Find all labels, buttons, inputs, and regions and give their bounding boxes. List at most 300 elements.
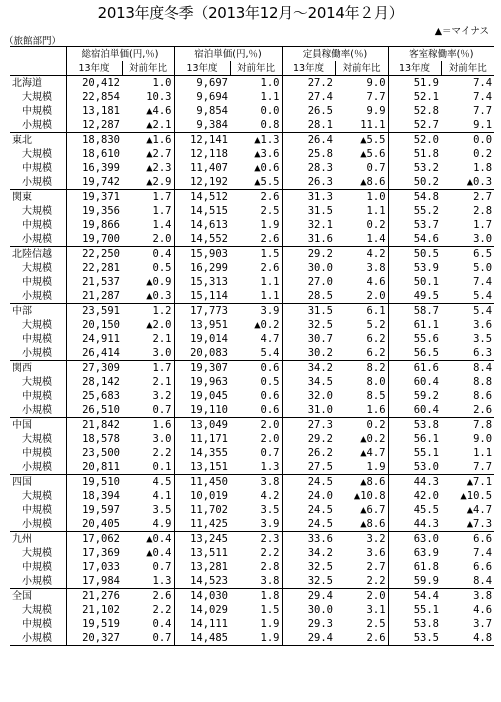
yoy-cell: 1.4: [152, 218, 172, 231]
value-cell: 14,515: [174, 204, 230, 218]
table-row-subcategory: [10, 432, 494, 446]
value-cell: 50.2: [388, 175, 441, 190]
value-cell: 14,613: [174, 218, 230, 232]
value-cell: 55.1: [388, 446, 441, 460]
value-cell: 27.5: [282, 460, 335, 475]
yoy-cell: 6.2: [366, 332, 386, 345]
yoy-cell: 1.1: [473, 446, 493, 459]
yoy-cell: 9.0: [473, 432, 493, 445]
size-label: 大規模: [22, 91, 52, 103]
region-label: 九州: [10, 532, 66, 547]
yoy-cell: 3.7: [473, 617, 493, 630]
yoy-cell: 0.5: [152, 261, 172, 274]
value-cell: 15,114: [174, 289, 230, 304]
value-cell: 50.5: [388, 247, 441, 262]
yoy-cell: 1.7: [122, 361, 174, 376]
value-cell: 14,029: [174, 603, 230, 617]
value-cell: 17,369: [66, 546, 122, 560]
yoy-cell: 1.7: [152, 204, 172, 217]
table-row-subcategory: [10, 147, 494, 161]
value-cell: 15,313: [174, 275, 230, 289]
value-cell: 26,414: [66, 346, 122, 361]
value-cell: 52.7: [388, 118, 441, 133]
table-row-subcategory: [10, 631, 494, 646]
size-label: 小規模: [22, 518, 52, 530]
value-cell: 19,597: [66, 503, 122, 517]
yoy-cell: 2.0: [152, 232, 172, 245]
yoy-cell: 4.7: [260, 332, 280, 345]
value-cell: 59.9: [388, 574, 441, 589]
region-label: 中部: [10, 304, 66, 319]
table-row-subcategory: [10, 161, 494, 175]
yoy-cell: ▲4.7: [360, 446, 386, 459]
yoy-cell: 3.8: [441, 589, 494, 604]
table-row-subcategory: [10, 389, 494, 403]
value-cell: 27.2: [282, 76, 335, 91]
value-cell: 21,102: [66, 603, 122, 617]
value-cell: 17,773: [174, 304, 230, 319]
yoy-cell: 1.6: [366, 403, 386, 416]
value-cell: 30.2: [282, 346, 335, 361]
value-cell: 15,903: [174, 247, 230, 262]
value-cell: 21,287: [66, 289, 122, 304]
yoy-cell: 6.2: [366, 346, 386, 359]
value-cell: 23,500: [66, 446, 122, 460]
yoy-cell: 2.0: [230, 418, 282, 433]
subheader-cell: 13年度: [282, 61, 335, 76]
table-row-region: [10, 247, 494, 262]
yoy-cell: 4.2: [335, 247, 388, 262]
value-cell: 33.6: [282, 532, 335, 547]
header-group-capacity-occupancy: 定員稼働率(％): [282, 47, 388, 62]
yoy-cell: 8.0: [366, 375, 386, 388]
value-cell: 53.7: [388, 218, 441, 232]
table-row-region: [10, 532, 494, 547]
yoy-cell: 0.0: [441, 133, 494, 148]
value-cell: 51.8: [388, 147, 441, 161]
value-cell: 26.4: [282, 133, 335, 148]
size-label: 中規模: [22, 618, 52, 630]
yoy-cell: 1.9: [366, 460, 386, 473]
value-cell: 18,830: [66, 133, 122, 148]
yoy-cell: 6.6: [441, 532, 494, 547]
table-row-subcategory: [10, 218, 494, 232]
yoy-cell: 1.7: [122, 190, 174, 205]
yoy-cell: 2.6: [335, 631, 388, 646]
yoy-cell: 7.4: [473, 90, 493, 103]
region-label: 北海道: [10, 76, 66, 91]
value-cell: 60.4: [388, 403, 441, 418]
value-cell: 27.3: [282, 418, 335, 433]
yoy-cell: 1.3: [260, 460, 280, 473]
yoy-cell: 4.6: [366, 275, 386, 288]
header-group-room-rate: 宿泊単価(円,％): [174, 47, 282, 62]
value-cell: 25.8: [282, 147, 335, 161]
yoy-cell: 0.2: [473, 147, 493, 160]
table-row-subcategory: [10, 546, 494, 560]
yoy-cell: 9.1: [473, 118, 493, 131]
value-cell: 19,307: [174, 361, 230, 376]
yoy-cell: ▲0.2: [360, 432, 386, 445]
value-cell: 14,485: [174, 631, 230, 646]
value-cell: 19,866: [66, 218, 122, 232]
legend-note: ▲＝マイナス: [434, 26, 489, 37]
value-cell: 53.2: [388, 161, 441, 175]
yoy-cell: 3.9: [260, 517, 280, 530]
yoy-cell: 2.2: [260, 546, 280, 559]
yoy-cell: 2.7: [441, 190, 494, 205]
yoy-cell: 8.4: [473, 574, 493, 587]
value-cell: 31.6: [282, 232, 335, 247]
yoy-cell: ▲1.6: [122, 133, 174, 148]
yoy-cell: 1.7: [473, 218, 493, 231]
table-row-subcategory: [10, 232, 494, 247]
yoy-cell: 1.1: [366, 204, 386, 217]
table-row-subcategory: [10, 261, 494, 275]
yoy-cell: 1.6: [122, 418, 174, 433]
yoy-cell: 8.6: [473, 389, 493, 402]
yoy-cell: 7.7: [473, 460, 493, 473]
yoy-cell: 4.8: [441, 631, 494, 646]
yoy-cell: 3.0: [152, 346, 172, 359]
value-cell: 51.9: [388, 76, 441, 91]
value-cell: 28.5: [282, 289, 335, 304]
table-row-subcategory: [10, 503, 494, 517]
value-cell: 18,394: [66, 489, 122, 503]
value-cell: 52.8: [388, 104, 441, 118]
yoy-cell: 3.8: [260, 574, 280, 587]
value-cell: 19,963: [174, 375, 230, 389]
yoy-cell: 1.0: [122, 76, 174, 91]
yoy-cell: 5.4: [260, 346, 280, 359]
value-cell: 13,511: [174, 546, 230, 560]
yoy-cell: 11.1: [360, 118, 386, 131]
yoy-cell: 0.7: [366, 161, 386, 174]
value-cell: 22,250: [66, 247, 122, 262]
value-cell: 9,697: [174, 76, 230, 91]
yoy-cell: 3.5: [152, 503, 172, 516]
header-blank: [10, 61, 66, 76]
yoy-cell: ▲7.3: [466, 517, 493, 530]
yoy-cell: 1.8: [473, 161, 493, 174]
table-row-subcategory: [10, 560, 494, 574]
region-label: 北陸信越: [10, 247, 66, 262]
value-cell: 16,399: [66, 161, 122, 175]
subheader-cell: 対前年比: [441, 61, 494, 76]
value-cell: 54.4: [388, 589, 441, 604]
table-row-region: [10, 589, 494, 604]
value-cell: 53.8: [388, 617, 441, 631]
value-cell: 26.3: [282, 175, 335, 190]
table-row-subcategory: [10, 289, 494, 304]
yoy-cell: 1.9: [230, 631, 282, 646]
yoy-cell: 1.3: [152, 574, 172, 587]
yoy-cell: 3.8: [230, 475, 282, 490]
table-row-region: [10, 133, 494, 148]
value-cell: 19,356: [66, 204, 122, 218]
size-label: 大規模: [22, 376, 52, 388]
value-cell: 20,327: [66, 631, 122, 646]
value-cell: 11,450: [174, 475, 230, 490]
value-cell: 58.7: [388, 304, 441, 319]
dept-label: （旅館部門）: [4, 36, 62, 47]
yoy-cell: ▲0.2: [254, 318, 280, 331]
yoy-cell: 2.3: [230, 532, 282, 547]
value-cell: 12,118: [174, 147, 230, 161]
yoy-cell: 1.5: [260, 603, 280, 616]
table-row-subcategory: [10, 275, 494, 289]
yoy-cell: 4.2: [260, 489, 280, 502]
yoy-cell: ▲4.6: [146, 104, 172, 117]
yoy-cell: 9.0: [335, 76, 388, 91]
value-cell: 13,151: [174, 460, 230, 475]
value-cell: 13,181: [66, 104, 122, 118]
yoy-cell: 3.6: [473, 318, 493, 331]
value-cell: 44.3: [388, 475, 441, 490]
value-cell: 19,371: [66, 190, 122, 205]
value-cell: 19,519: [66, 617, 122, 631]
yoy-cell: ▲3.6: [254, 147, 280, 160]
table-row-subcategory: [10, 346, 494, 361]
yoy-cell: 0.7: [152, 403, 172, 416]
table-row-subcategory: [10, 318, 494, 332]
yoy-cell: 3.2: [335, 532, 388, 547]
yoy-cell: 6.6: [473, 560, 493, 573]
yoy-cell: 0.0: [260, 104, 280, 117]
value-cell: 17,033: [66, 560, 122, 574]
value-cell: 28.1: [282, 118, 335, 133]
table-row-subcategory: [10, 90, 494, 104]
value-cell: 20,150: [66, 318, 122, 332]
value-cell: 61.6: [388, 361, 441, 376]
yoy-cell: 2.0: [366, 289, 386, 302]
size-label: 大規模: [22, 319, 52, 331]
value-cell: 44.3: [388, 517, 441, 532]
yoy-cell: 2.1: [152, 332, 172, 345]
yoy-cell: 3.1: [366, 603, 386, 616]
yoy-cell: ▲2.3: [146, 161, 172, 174]
yoy-cell: 0.2: [335, 418, 388, 433]
value-cell: 24,911: [66, 332, 122, 346]
yoy-cell: 8.8: [473, 375, 493, 388]
yoy-cell: ▲8.6: [335, 475, 388, 490]
yoy-cell: 2.6: [122, 589, 174, 604]
yoy-cell: 0.6: [260, 403, 280, 416]
table-row-region: [10, 418, 494, 433]
yoy-cell: 4.5: [122, 475, 174, 490]
yoy-cell: ▲2.1: [146, 118, 172, 131]
size-label: 中規模: [22, 447, 52, 459]
size-label: 中規模: [22, 504, 52, 516]
yoy-cell: ▲2.7: [146, 147, 172, 160]
value-cell: 31.5: [282, 204, 335, 218]
value-cell: 13,951: [174, 318, 230, 332]
yoy-cell: 7.7: [366, 90, 386, 103]
yoy-cell: ▲8.6: [360, 175, 386, 188]
value-cell: 17,062: [66, 532, 122, 547]
yoy-cell: 7.7: [473, 104, 493, 117]
value-cell: 11,425: [174, 517, 230, 532]
yoy-cell: 1.0: [335, 190, 388, 205]
yoy-cell: 7.4: [441, 76, 494, 91]
value-cell: 54.8: [388, 190, 441, 205]
size-label: 大規模: [22, 205, 52, 217]
yoy-cell: ▲0.3: [146, 289, 172, 302]
value-cell: 20,811: [66, 460, 122, 475]
yoy-cell: 0.7: [122, 631, 174, 646]
table-row-subcategory: [10, 375, 494, 389]
value-cell: 31.3: [282, 190, 335, 205]
yoy-cell: 4.9: [152, 517, 172, 530]
value-cell: 49.5: [388, 289, 441, 304]
value-cell: 13,245: [174, 532, 230, 547]
yoy-cell: 2.6: [473, 403, 493, 416]
value-cell: 18,610: [66, 147, 122, 161]
subheader-cell: 13年度: [174, 61, 230, 76]
value-cell: 60.4: [388, 375, 441, 389]
value-cell: 53.5: [388, 631, 441, 646]
yoy-cell: 0.6: [260, 389, 280, 402]
yoy-cell: ▲0.6: [254, 161, 280, 174]
yoy-cell: 1.2: [122, 304, 174, 319]
yoy-cell: 0.2: [366, 218, 386, 231]
value-cell: 31.5: [282, 304, 335, 319]
table-row-subcategory: [10, 574, 494, 589]
value-cell: 30.7: [282, 332, 335, 346]
yoy-cell: 3.2: [152, 389, 172, 402]
value-cell: 19,045: [174, 389, 230, 403]
value-cell: 22,281: [66, 261, 122, 275]
value-cell: 19,110: [174, 403, 230, 418]
value-cell: 13,049: [174, 418, 230, 433]
yoy-cell: 5.4: [473, 289, 493, 302]
yoy-cell: 2.2: [152, 446, 172, 459]
header-group-total-rate: 総宿泊単価(円,％): [66, 47, 174, 62]
subheader-cell: 13年度: [66, 61, 122, 76]
value-cell: 30.0: [282, 261, 335, 275]
value-cell: 20,412: [66, 76, 122, 91]
value-cell: 14,512: [174, 190, 230, 205]
yoy-cell: ▲0.9: [146, 275, 172, 288]
value-cell: 32.5: [282, 318, 335, 332]
yoy-cell: 6.5: [441, 247, 494, 262]
yoy-cell: 4.1: [152, 489, 172, 502]
size-label: 大規模: [22, 433, 52, 445]
value-cell: 26,510: [66, 403, 122, 418]
yoy-cell: 2.2: [152, 603, 172, 616]
size-label: 小規模: [22, 575, 52, 587]
table-row-subcategory: [10, 204, 494, 218]
yoy-cell: ▲0.4: [122, 532, 174, 547]
yoy-cell: 0.4: [152, 617, 172, 630]
table-row-subcategory: [10, 403, 494, 418]
value-cell: 11,702: [174, 503, 230, 517]
yoy-cell: 2.5: [366, 617, 386, 630]
yoy-cell: ▲0.3: [466, 175, 493, 188]
table-row-subcategory: [10, 517, 494, 532]
yoy-cell: 8.4: [441, 361, 494, 376]
value-cell: 42.0: [388, 489, 441, 503]
value-cell: 19,700: [66, 232, 122, 247]
yoy-cell: 2.6: [230, 190, 282, 205]
table-row-subcategory: [10, 617, 494, 631]
value-cell: 10,019: [174, 489, 230, 503]
value-cell: 14,552: [174, 232, 230, 247]
yoy-cell: 0.1: [152, 460, 172, 473]
yoy-cell: 2.7: [366, 560, 386, 573]
size-label: 小規模: [22, 290, 52, 302]
yoy-cell: 5.0: [473, 261, 493, 274]
size-label: 大規模: [22, 604, 52, 616]
value-cell: 21,276: [66, 589, 122, 604]
size-label: 中規模: [22, 561, 52, 573]
header-blank: [10, 47, 66, 62]
value-cell: 18,578: [66, 432, 122, 446]
stats-table: [10, 46, 494, 646]
size-label: 中規模: [22, 390, 52, 402]
yoy-cell: 0.6: [230, 361, 282, 376]
value-cell: 19,014: [174, 332, 230, 346]
yoy-cell: 2.1: [152, 375, 172, 388]
yoy-cell: 3.0: [473, 232, 493, 245]
value-cell: 32.1: [282, 218, 335, 232]
size-label: 大規模: [22, 148, 52, 160]
table-row-subcategory: [10, 332, 494, 346]
yoy-cell: 0.5: [260, 375, 280, 388]
yoy-cell: 2.6: [260, 232, 280, 245]
yoy-cell: ▲5.5: [335, 133, 388, 148]
page-title: 2013年度冬季（2013年12月～2014年２月）: [97, 4, 404, 22]
value-cell: 32.0: [282, 389, 335, 403]
yoy-cell: 3.8: [366, 261, 386, 274]
value-cell: 50.1: [388, 275, 441, 289]
table-row-region: [10, 76, 494, 91]
size-label: 小規模: [22, 119, 52, 131]
table-row-region: [10, 190, 494, 205]
value-cell: 56.1: [388, 432, 441, 446]
size-label: 中規模: [22, 162, 52, 174]
yoy-cell: 0.8: [260, 118, 280, 131]
yoy-cell: 7.4: [473, 546, 493, 559]
value-cell: 61.8: [388, 560, 441, 574]
yoy-cell: 2.8: [473, 204, 493, 217]
yoy-cell: ▲1.3: [230, 133, 282, 148]
value-cell: 21,842: [66, 418, 122, 433]
yoy-cell: 3.6: [366, 546, 386, 559]
value-cell: 21,537: [66, 275, 122, 289]
size-label: 中規模: [22, 333, 52, 345]
value-cell: 24.5: [282, 503, 335, 517]
value-cell: 24.0: [282, 489, 335, 503]
table-row-region: [10, 475, 494, 490]
value-cell: 19,742: [66, 175, 122, 190]
yoy-cell: 1.9: [260, 218, 280, 231]
yoy-cell: 2.8: [260, 560, 280, 573]
table-row-region: [10, 304, 494, 319]
value-cell: 55.6: [388, 332, 441, 346]
value-cell: 14,111: [174, 617, 230, 631]
size-label: 小規模: [10, 631, 66, 646]
yoy-cell: 5.2: [366, 318, 386, 331]
value-cell: 53.9: [388, 261, 441, 275]
subheader-cell: 対前年比: [122, 61, 174, 76]
value-cell: 52.1: [388, 90, 441, 104]
yoy-cell: ▲2.0: [146, 318, 172, 331]
table-row-subcategory: [10, 460, 494, 475]
value-cell: 27.0: [282, 275, 335, 289]
header-group-room-occupancy: 客室稼働率(％): [388, 47, 494, 62]
yoy-cell: 6.3: [473, 346, 493, 359]
